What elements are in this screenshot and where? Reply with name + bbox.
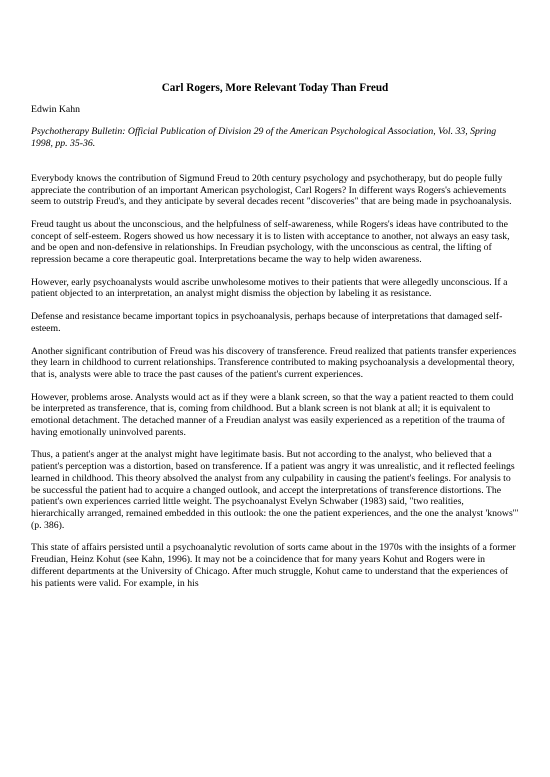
paragraph: Thus, a patient's anger at the analyst might have legitimate basis. But not according to the analyst, who believed that a patient's perception was a distortion, based on transference. If a patient was angry it was unrealistic, and it reflected feelings learned in childhood. This theory absolved the analyst from any culpability in causing the patient's feelings. For analysis to be successful the patient had to acquire a changed outlook, and accept the interpretations of transference distortions. The patient's own experiences carried little weight. The psychoanalyst Evelyn Schwaber (1983) said, "two realities, hierarchically arranged, remained embedded in this outlook: the one the patient experiences, and the one the analyst 'knows'" (p. 386). bbox=[31, 449, 519, 531]
paragraph: Defense and resistance became important topics in psychoanalysis, perhaps because of interpretations that damaged self-esteem. bbox=[31, 311, 503, 334]
citation: Psychotherapy Bulletin: Official Publication of Division 29 of the American Psychological Association, Vol. 33, Spring 1998, pp. 35-36. bbox=[31, 126, 497, 150]
author-name: Edwin Kahn bbox=[31, 103, 81, 115]
paragraph: This state of affairs persisted until a psychoanalytic revolution of sorts came about in the 1970s with the insights of a former Freudian, Heinz Kohut (see Kahn, 1996). It may not be a coincidence that for many years Kohut and Rogers were in different departments at the University of Chicago. After much struggle, Kohut came to understand that the experiences of his patients were valid. For example, in his bbox=[31, 542, 516, 589]
paragraph: However, early psychoanalysts would ascribe unwholesome motives to their patients that were allegedly unconscious. If a patient objected to an interpretation, an analyst might dismiss the objection by labeling it as resistance. bbox=[31, 276, 508, 300]
paragraph: However, problems arose. Analysts would act as if they were a blank screen, so that the way a patient reacted to them could be interpreted as transference, that is, coming from childhood. But a blank screen is not blank at all; it is equivalent to emotional detachment. The detached manner of a Freudian analyst was easily experienced as a repetition of the trauma of having emotionally uninvolved parents. bbox=[31, 391, 514, 438]
paragraph: Everybody knows the contribution of Sigmund Freud to 20th century psychology and psychotherapy, but do people fully appreciate the contribution of an important American psychologist, Carl Rogers? In different ways Rogers's achievements seem to outstrip Freud's, and they anticipate by several decades recent "discoveries" that are being made in psychoanalysis. bbox=[31, 172, 512, 208]
paragraph: Freud taught us about the unconscious, and the helpfulness of self-awareness, while Rogers's ideas have contributed to the concept of self-esteem. Rogers showed us how necessary it is to listen with acceptance to another, not always an easy task, and be open and non-defensive in relationships. In Freudian psychology, with the unconscious as central, the lifting of repression became a core therapeutic goal. Interpretations became the way to help widen awareness. bbox=[31, 218, 510, 266]
document-title: Carl Rogers, More Relevant Today Than Freud bbox=[161, 82, 389, 94]
paragraph: Another significant contribution of Freud was his discovery of transference. Freud realized that patients transfer experiences they learn in childhood to current relationships. Transference contributed to making psychoanalysis a developmental theory, that is, analysts were able to trace the past causes of the patient's current experiences. bbox=[31, 345, 517, 380]
